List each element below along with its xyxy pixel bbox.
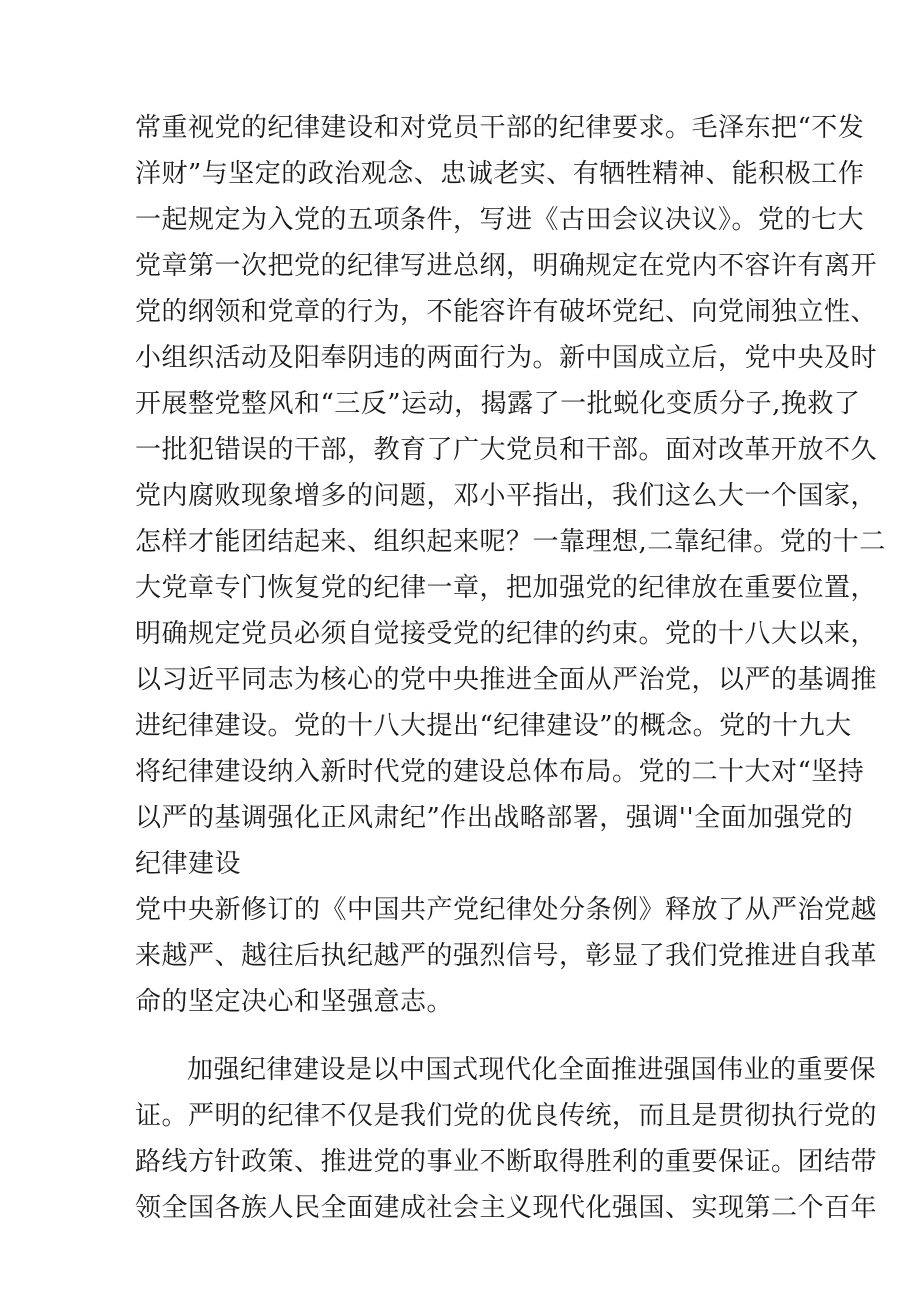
text-line: 一起规定为入党的五项条件，写进《古田会议决议》。党的七大 [135,205,865,235]
text-line: 纪律建设 [135,849,242,879]
text-line: 常重视党的纪律建设和对党员干部的纪律要求。毛泽东把“不发 [135,113,865,143]
text-line: 将纪律建设纳入新时代党的建设总体布局。党的二十大对“坚持 [135,757,865,787]
text-line: 来越严、越往后执纪越严的强烈信号，彰显了我们党推进自我革 [135,941,878,971]
text-line: 路线方针政策、推进党的事业不断取得胜利的重要保证。团结带 [135,1147,878,1177]
text-line: 党的纲领和党章的行为，不能容许有破坏党纪、向党闹独立性、 [135,297,878,327]
text-line: 命的坚定决心和坚强意志。 [135,987,454,1017]
text-line: 洋财”与坚定的政治观念、忠诚老实、有牺牲精神、能积极工作 [135,159,865,189]
text-line: 一批犯错误的干部，教育了广大党员和干部。面对改革开放不久 [135,435,878,465]
text-line: 党章第一次把党的纪律写进总纲，明确规定在党内不容许有离开 [135,251,878,281]
text-line: 进纪律建设。党的十八大提出“纪律建设”的概念。党的十九大 [135,711,852,741]
text-line: 开展整党整风和“三反”运动，揭露了一批蜕化变质分子,挽救了 [135,389,861,419]
text-line: 党中央新修订的《中国共产党纪律处分条例》释放了从严治党越 [135,895,878,925]
text-line: 加强纪律建设是以中国式现代化全面推进强国伟业的重要保 [187,1055,877,1085]
text-line: 小组织活动及阳奉阴违的两面行为。新中国成立后，党中央及时 [135,343,878,373]
text-line: 怎样才能团结起来、组织起来呢？一靠理想,二靠纪律。党的十二 [135,527,886,557]
text-line: 大党章专门恢复党的纪律一章，把加强党的纪律放在重要位置， [135,573,878,603]
text-line: 领全国各族人民全面建成社会主义现代化强国、实现第二个百年 [135,1193,878,1223]
text-line: 以习近平同志为核心的党中央推进全面从严治党，以严的基调推 [135,665,878,695]
text-line: 党内腐败现象增多的问题，邓小平指出，我们这么大一个国家， [135,481,878,511]
text-line: 证。严明的纪律不仅是我们党的优良传统，而且是贯彻执行党的 [135,1101,878,1131]
text-line: 明确规定党员必须自觉接受党的纪律的约束。党的十八大以来， [135,619,878,649]
text-line: 以严的基调强化正风肃纪”作出战略部署，强调''全面加强党的 [135,803,854,833]
